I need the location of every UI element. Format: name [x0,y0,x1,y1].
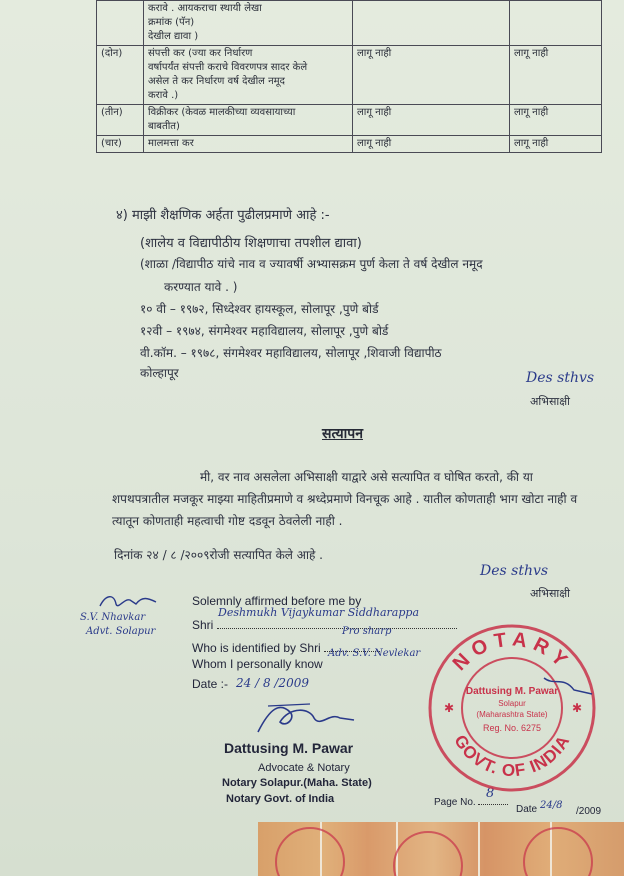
row-number [97,1,144,46]
row-description-line: देखील द्यावा ) [148,31,199,42]
education-note-1: (शालेय व विद्यापीठीय शिक्षणाचा तपशील द्यावा) [140,236,362,251]
tax-table-row [97,1,602,46]
row-number: (चार) [97,136,144,153]
seal-bottom-text: GOVT. OF INDIA [450,731,574,781]
verification-paragraph: मी, वर नाव असलेला अभिसाक्षी याद्वारे असे सत्यापित व घोषित करतो, की या शपथपत्रातील मजकूर माझ्या माहितीप्रमाणे व श्रध्देप्रमाणे विनचूक आहे . यातील कोणताही भाग खोटा नाही व त्यातून कोणताही महत्वाची गोष्ट दडवून ठेवलेली नाही . [112,470,578,528]
row-description-line: मालमत्ता कर [148,138,194,149]
date-label: Date :- [192,677,229,691]
seal-reg: Reg. No. 6275 [482,723,542,733]
row-description [144,136,353,153]
notary-signature [250,698,360,738]
shri-handwritten-note: Pro sharp [342,626,392,637]
page-label: Page No. [434,797,476,808]
row-description-line: बाबतीत) [148,121,180,132]
row-description-line: विक्रीकर (केवळ मालकीच्या व्यवसायाच्या [148,107,296,118]
tax-table-row [97,136,602,153]
row-description [144,105,353,136]
signature-label-1: अभिसाक्षी [530,395,571,408]
row-value-2: लागू नाही [510,46,602,105]
notary-name: Dattusing M. Pawar [224,740,354,756]
page-number-line [434,794,508,808]
education-note-2b: करण्यात यावे . ) [164,280,238,294]
left-signature-scribble [96,590,166,612]
tax-table-row [97,105,602,136]
row-value-2 [510,1,602,46]
row-value-1: लागू नाही [353,105,510,136]
tax-table-row [97,46,602,105]
education-line-2: १२वी – १९७४, संगमेश्वर महाविद्यालय, सोलापूर ,पुणे बोर्ड [140,324,389,338]
notary-role: Advocate & Notary [258,762,350,774]
signature-1: Des sthvs [526,370,595,386]
row-description-line: संपत्ती कर (ज्या कर निर्धारण [148,48,253,59]
solemnly-line: Solemnly affirmed before me by [192,594,362,608]
notary-place: Notary Solapur.(Maha. State) [222,777,372,789]
verification-date-line: दिनांक २४ / ८ /२००९रोजी सत्यापित केले आहे . [114,548,324,562]
row-number: (तीन) [97,105,144,136]
tax-table [96,0,602,153]
row-description [144,1,353,46]
row-value-1: लागू नाही [353,136,510,153]
date-handwritten: 24 / 8 /2009 [236,676,309,690]
row-value-1: लागू नाही [353,46,510,105]
row-description-line: वर्षापर्यंत संपत्ती कराचे विवरणपत्र सादर केले [148,62,308,73]
education-heading: ४) माझी शैक्षणिक अर्हता पुढीलप्रमाणे आहे :- [116,208,330,223]
left-note-2: Advt. Solapur [86,626,156,637]
education-line-3: वी.कॉम. – १९७८, संगमेश्वर महाविद्यालय, सोलापूर ,शिवाजी विद्यापीठ [140,346,442,360]
signature-label-2: अभिसाक्षी [530,587,571,600]
row-description-line: क्रमांक (पॅन) [148,17,195,28]
row-value-1 [353,1,510,46]
education-line-4: कोल्हापूर [140,366,179,380]
date2-year: /2009 [576,806,602,817]
verification-title: सत्यापन [322,426,363,442]
seal-name: Dattusing M. Pawar [465,686,559,697]
whom-line: Whom I personally know [192,657,323,671]
revenue-stamps [258,822,624,876]
stamp-overprint-seals [258,822,624,876]
seal-city: Solapur [498,699,526,708]
notary-govt: Notary Govt. of India [226,793,335,805]
date2-hand: 24/8 [540,800,563,811]
identified-handwritten: Adv. S.V. Nevlekar [328,648,421,659]
signature-2: Des sthvs [480,563,549,579]
identified-label: Who is identified by Shri [192,641,321,655]
seal-star-right: ✱ [572,701,583,715]
date2-label: Date [516,804,538,815]
shri-label: Shri [192,618,214,632]
shri-handwritten-name: Deshmukh Vijaykumar Siddharappa [218,606,420,619]
education-line-1: १० वी – १९७२, सिध्देश्वर हायस्कूल, सोलापूर ,पुणे बोर्ड [140,302,379,316]
notary-seal [424,616,600,792]
page-number-hand: 8 [486,786,495,801]
seal-top-text: NOTARY [448,628,576,676]
left-note-1: S.V. Nhavkar [80,612,146,623]
seal-star-left: ✱ [444,701,455,715]
row-number: (दोन) [97,46,144,105]
date-line [192,677,228,691]
row-value-2: लागू नाही [510,105,602,136]
row-value-2: लागू नाही [510,136,602,153]
row-description-line: करावे .) [148,90,179,101]
row-description-line: असेल ते कर निर्धारण वर्ष देखील नमूद [148,76,285,87]
row-description [144,46,353,105]
seal-state: (Maharashtra State) [476,710,548,719]
row-description-line: करावे . आयकराचा स्थायी लेखा [148,3,262,14]
education-note-2a: (शाळा /विद्यापीठ यांचे नाव व ज्यावर्षी अभ्यासक्रम पुर्ण केला ते वर्ष देखील नमूद [140,257,483,271]
